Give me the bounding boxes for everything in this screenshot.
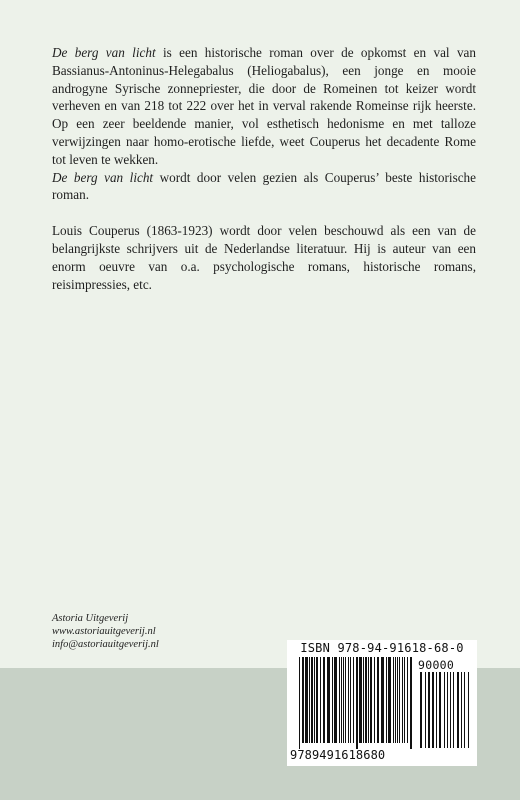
barcode-bar (341, 657, 342, 743)
barcode-bar (450, 672, 451, 748)
barcode-bar (395, 657, 396, 743)
barcode-bar (453, 672, 454, 748)
barcode-bar (370, 657, 372, 743)
barcode-bar (365, 657, 367, 743)
author-bio-paragraph: Louis Couperus (1863-1923) wordt door velen beschouwd als een van de belangrijkste schrijvers uit de Nederlandse literatuur. Hij is auteur van een enorm oeuvre van o.a. psychologische romans, historische romans, reisimpressies, etc. (52, 223, 476, 292)
barcode-bar (439, 672, 441, 748)
barcode-bar (386, 657, 387, 743)
barcode-bar (436, 672, 437, 748)
barcode-bar (316, 657, 318, 743)
barcode-bar (397, 657, 398, 743)
publisher-email: info@astoriauitgeverij.nl (52, 639, 159, 650)
publisher-name: Astoria Uitgeverij (52, 613, 129, 624)
barcode-bar (327, 657, 330, 743)
ean-digits: 9789491618680 (290, 748, 386, 762)
barcode-bar (302, 657, 304, 743)
addon-digits: 90000 (418, 658, 455, 672)
barcode-bar (444, 672, 445, 748)
barcode-bar (356, 657, 358, 749)
barcode-bar (464, 672, 465, 748)
barcode-bar (348, 657, 349, 743)
barcode-bar (407, 657, 408, 743)
barcode-bar (377, 657, 379, 743)
barcode-bar (425, 672, 426, 748)
barcode-bar (353, 657, 354, 743)
barcode-bar (432, 672, 434, 748)
barcode-bar (309, 657, 310, 743)
isbn-barcode (287, 640, 477, 766)
barcode-bar (402, 657, 403, 743)
barcode-bar (314, 657, 315, 743)
barcode-bar (381, 657, 384, 743)
barcode-bar (320, 657, 321, 743)
book-title-italic: De berg van licht (52, 169, 154, 185)
barcode-bar (363, 657, 364, 743)
barcode-bar (368, 657, 369, 743)
barcode-bar (447, 672, 448, 748)
blurb-paragraph-2 (52, 169, 476, 205)
barcode-bar (311, 657, 313, 743)
blurb-paragraph-1 (52, 44, 476, 169)
barcode-bar (457, 672, 459, 748)
barcode-bar (299, 657, 300, 749)
barcode-bar (420, 672, 422, 748)
blurb-paragraph-2-text: wordt door velen gezien als Couperus’ beste historische roman. (52, 169, 477, 203)
blurb-text (52, 44, 476, 293)
barcode-bar (339, 657, 340, 743)
barcode-bar (468, 672, 469, 748)
barcode-bar (428, 672, 430, 748)
isbn-label: ISBN 978-94-91618-68-0 (300, 641, 464, 655)
barcode-bar (388, 657, 391, 743)
barcode-bar (323, 657, 325, 743)
barcode-bar (332, 657, 333, 743)
barcode-bar (343, 657, 344, 743)
barcode-bar (345, 657, 346, 743)
barcode-bar (350, 657, 351, 743)
barcode-bar (410, 657, 412, 749)
barcode-bar (461, 672, 462, 748)
paragraph-spacer (52, 204, 476, 222)
barcode-bar (305, 657, 308, 743)
blurb-paragraph-1-text: is een historische roman over de opkomst en val van Bassianus-Antoninus-Helegabalus (Heliogabalus), een jonge en mooie androgyne Syrische zonnepriester, die door de Romeinen tot keizer wordt verheven en van 218 tot 222 over het in verval rakende Romeinse rijk heerste. Op een zeer beeldende manier, vol esthetisch hedonisme en met talloze verwijzingen naar homo-erotische liefde, weet Couperus het decadente Rome tot leven te wekken. (52, 45, 476, 167)
barcode-bar (399, 657, 400, 743)
barcode-bar (359, 657, 362, 743)
barcode-bar (374, 657, 375, 743)
book-title-italic: De berg van licht (52, 45, 156, 60)
publisher-website: www.astoriauitgeverij.nl (52, 626, 156, 637)
barcode-bar (404, 657, 405, 743)
publisher-info (52, 612, 159, 651)
barcode-bar (334, 657, 337, 743)
barcode-bar (393, 657, 394, 743)
